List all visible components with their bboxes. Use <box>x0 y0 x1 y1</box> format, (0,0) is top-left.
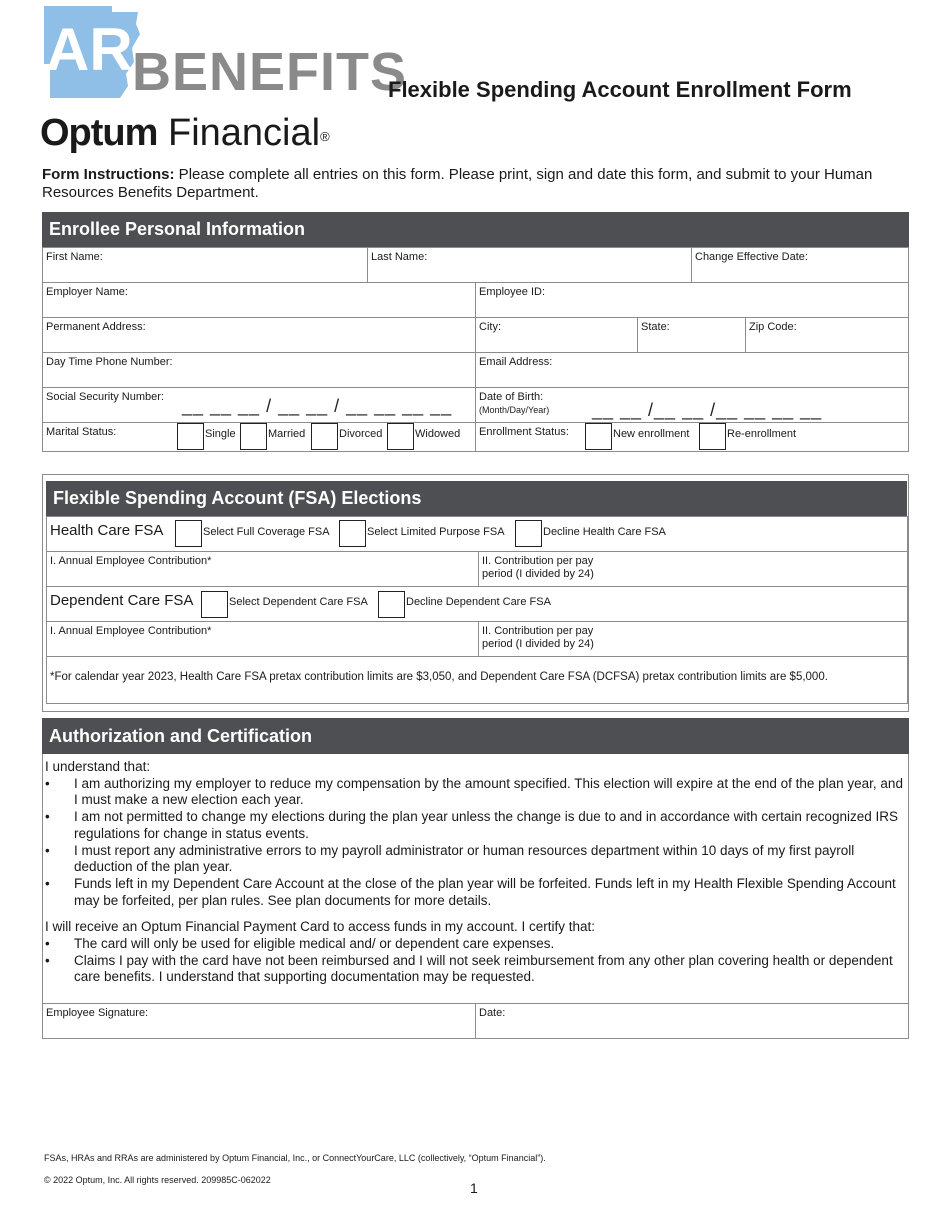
dependent-annual-contribution-field[interactable] <box>46 621 479 657</box>
state-label: State: <box>641 321 670 333</box>
contribution-limits-footnote: *For calendar year 2023, Health Care FSA pretax contribution limits are $3,050, and Dependent Care FSA (DCFSA) pretax contribution limits are $5,000. <box>46 656 908 704</box>
permanent-address-label: Permanent Address: <box>46 321 146 333</box>
marital-status-label: Marital Status: <box>46 426 117 438</box>
married-label: Married <box>268 428 306 440</box>
understand-item: • I am not permitted to change my elections during the plan year unless the change is due to and in accordance with certain recognized IRS regulations for change in status events. <box>45 809 905 842</box>
card-certify-item: • The card will only be used for eligible medical and/ or dependent care expenses. <box>45 936 905 953</box>
decline-dependent-care-checkbox[interactable] <box>378 591 405 618</box>
ssn-blanks: __ __ __ / __ __ / __ __ __ __ <box>182 396 453 416</box>
ar-benefits-logo <box>42 4 142 100</box>
divorced-label: Divorced <box>339 428 383 440</box>
section-header-fsa: Flexible Spending Account (FSA) Elections <box>46 481 907 516</box>
health-per-pay-contribution-field[interactable] <box>478 551 908 587</box>
enrollment-status-label: Enrollment Status: <box>479 426 569 438</box>
zip-code-label: Zip Code: <box>749 321 797 333</box>
card-certify-list <box>45 936 905 986</box>
re-enrollment-label: Re-enrollment <box>727 428 797 440</box>
re-enrollment-checkbox[interactable] <box>699 423 726 450</box>
decline-health-fsa-label: Decline Health Care FSA <box>543 526 666 538</box>
decline-health-fsa-checkbox[interactable] <box>515 520 542 547</box>
understand-item: • I must report any administrative errors to my payroll administrator or human resources department within 10 days of my first payroll deduction of the plan year. <box>45 843 905 876</box>
section-header-personal: Enrollee Personal Information <box>42 212 909 247</box>
understand-list <box>45 776 905 910</box>
decline-dependent-care-label: Decline Dependent Care FSA <box>406 596 551 608</box>
limited-purpose-fsa-checkbox[interactable] <box>339 520 366 547</box>
optum-financial-logo <box>40 110 330 156</box>
enrollment-status-field <box>475 422 909 452</box>
health-care-fsa-label: Health Care FSA <box>50 522 164 539</box>
form-instructions <box>42 166 907 202</box>
instructions-label: Form Instructions: <box>42 166 175 183</box>
email-label: Email Address: <box>479 356 553 368</box>
card-certify-item: • Claims I pay with the card have not been reimbursed and I will not seek reimbursement from any other plan covering health or dependent care benefits. I understand that supporting documentation may be requested. <box>45 953 905 986</box>
form-title: Flexible Spending Account Enrollment Form <box>388 77 852 102</box>
registered-mark: ® <box>320 129 330 144</box>
understand-intro: I understand that: <box>45 759 151 774</box>
understand-item: • Funds left in my Dependent Care Account at the close of the plan year will be forfeited. Funds left in my Health Flexible Spending Account may be forfeited, per plan rules. See plan documents for more details. <box>45 876 905 909</box>
limited-purpose-fsa-label: Select Limited Purpose FSA <box>367 526 505 538</box>
employee-signature-label: Employee Signature: <box>46 1007 149 1019</box>
first-name-field[interactable] <box>42 247 368 283</box>
last-name-label: Last Name: <box>371 251 428 263</box>
employee-id-label: Employee ID: <box>479 286 546 298</box>
health-annual-contribution-field[interactable] <box>46 551 479 587</box>
instructions-text: Please complete all entries on this form. Please print, sign and date this form, and submit to your Human Resources Benefits Department. <box>42 166 873 201</box>
copyright: © 2022 Optum, Inc. All rights reserved. 209985C-062022 <box>44 1175 271 1185</box>
admin-note: FSAs, HRAs and RRAs are administered by Optum Financial, Inc., or ConnectYourCare, LLC (collectively, “Optum Financial”). <box>44 1153 546 1163</box>
widowed-label: Widowed <box>415 428 461 440</box>
authorization-text <box>45 759 905 986</box>
dependent-per-pay-label-line2: period (I divided by 24) <box>482 638 594 650</box>
dob-blanks: __ __ /__ __ /__ __ __ __ <box>592 400 823 420</box>
new-enrollment-checkbox[interactable] <box>585 423 612 450</box>
dependent-care-fsa-label: Dependent Care FSA <box>50 592 194 609</box>
employer-name-label: Employer Name: <box>46 286 128 298</box>
benefits-logo-word: BENEFITS <box>132 42 408 102</box>
first-name-label: First Name: <box>46 251 103 263</box>
married-checkbox[interactable] <box>240 423 267 450</box>
employer-name-field[interactable] <box>42 282 476 318</box>
change-effective-date-field[interactable] <box>691 247 909 283</box>
zip-code-field[interactable] <box>745 317 909 353</box>
signature-date-field[interactable] <box>475 1003 909 1039</box>
signature-date-label: Date: <box>479 1007 506 1019</box>
single-checkbox[interactable] <box>177 423 204 450</box>
health-per-pay-label-line1: II. Contribution per pay <box>482 555 594 567</box>
optum-logo-regular: Financial <box>168 112 321 154</box>
select-dependent-care-checkbox[interactable] <box>201 591 228 618</box>
permanent-address-field[interactable] <box>42 317 476 353</box>
health-annual-contribution-label: I. Annual Employee Contribution* <box>50 555 212 567</box>
health-per-pay-label-line2: period (I divided by 24) <box>482 568 594 580</box>
email-field[interactable] <box>475 352 909 388</box>
employee-signature-field[interactable] <box>42 1003 476 1039</box>
single-label: Single <box>205 428 236 440</box>
dependent-annual-contribution-label: I. Annual Employee Contribution* <box>50 625 212 637</box>
divorced-checkbox[interactable] <box>311 423 338 450</box>
widowed-checkbox[interactable] <box>387 423 414 450</box>
dependent-per-pay-label-line1: II. Contribution per pay <box>482 625 594 637</box>
ssn-label: Social Security Number: <box>46 391 164 403</box>
city-label: City: <box>479 321 501 333</box>
dependent-per-pay-contribution-field[interactable] <box>478 621 908 657</box>
dob-format-label: (Month/Day/Year) <box>479 405 550 415</box>
full-coverage-fsa-label: Select Full Coverage FSA <box>203 526 330 538</box>
change-effective-date-label: Change Effective Date: <box>695 251 808 263</box>
full-coverage-fsa-checkbox[interactable] <box>175 520 202 547</box>
state-field[interactable] <box>637 317 746 353</box>
phone-label: Day Time Phone Number: <box>46 356 173 368</box>
dob-label: Date of Birth: <box>479 391 544 403</box>
employee-id-field[interactable] <box>475 282 909 318</box>
new-enrollment-label: New enrollment <box>613 428 690 440</box>
select-dependent-care-label: Select Dependent Care FSA <box>229 596 368 608</box>
city-field[interactable] <box>475 317 638 353</box>
ar-logo-letters: AR <box>46 16 133 83</box>
card-certify-intro: I will receive an Optum Financial Payment Card to access funds in my account. I certify that: <box>45 919 595 935</box>
section-header-authorization: Authorization and Certification <box>42 718 909 754</box>
optum-logo-bold: Optum <box>40 112 158 154</box>
last-name-field[interactable] <box>367 247 692 283</box>
phone-field[interactable] <box>42 352 476 388</box>
page-number: 1 <box>470 1180 478 1196</box>
understand-item: • I am authorizing my employer to reduce my compensation by the amount specified. This election will expire at the end of the plan year, and I must make a new election each year. <box>45 776 905 809</box>
